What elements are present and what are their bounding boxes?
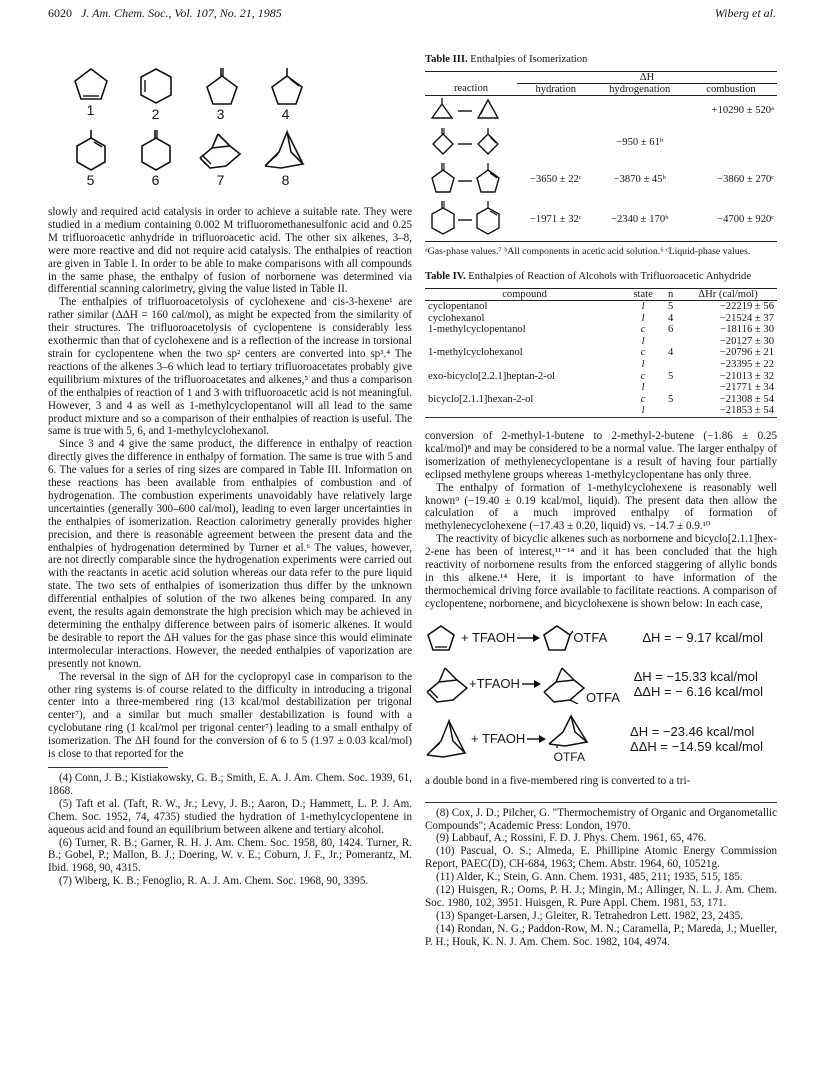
reaction-norbornene: +TFAOH OTFA ΔH = −15.33 kcal/mol ΔΔH = − 6.16 kcal/mol [425,661,777,707]
table-cell-n [662,382,679,394]
table-row [425,336,777,348]
table-cell-dh: −21308 ± 54 [719,393,774,405]
table-caption: Table III. Enthalpies of Isomerization [425,54,588,65]
table-row [425,394,777,406]
running-header-left [48,6,282,21]
table-row [425,301,777,313]
structure-7: 7 [191,128,251,190]
reaction-scheme [425,95,517,125]
structure-2: 2 [126,66,186,124]
group-header: ΔH [517,71,777,83]
table-cell-state: c [640,347,646,359]
table-cell-compound: 1-methylcyclohexanol [428,347,523,359]
running-header-authors: Wiberg et al. [714,6,776,20]
footnote: (11) Alder, K.; Stein, G. Ann. Chem. 1931, 485, 211; 1935, 515, 185. [436,871,743,884]
table-cell-state: c [640,324,646,336]
table-cell-n [662,405,679,417]
column-header: compound [502,288,547,300]
table-cell-compound [425,336,624,348]
body-paragraph: The reversal in the sign of ΔH for the cyclopropyl case in comparison to the other ring systems is of course related to the difficulty in introducing a trigonal center into a three-membered ring (13 kcal/mol destabilization per trigonal center⁷), and a similar but much smaller destabilization is found with a cyclobutane ring (1 kcal/mol per trigonal center⁷) leading to a small enthalpy of isomerization. The ΔH found for the conversion of 6 to 5 (1.97 ± 0.03 kcal/mol) is close to that reported for the [48,670,412,761]
table-cell-dh: −21013 ± 32 [719,370,774,382]
body-paragraph: The enthalpy of formation of 1-methylcyclohexene is reasonably well known⁹ (−19.40 ± 0.19 kcal/mol, liquid). The present data then allow the calculation of a much improved enthalpy of formation of methylenecyclohexene (−17.43 ± 0.20, liquid) vs. −14.7 ± 0.9.¹⁰ [425,481,777,533]
right-column [425,54,777,949]
table-cell-state: l [641,335,645,347]
table-cell-n: 4 [667,312,674,324]
structure-figure [48,66,412,206]
body-paragraph: conversion of 2-methyl-1-butene to 2-methyl-2-butene (−1.86 ± 0.25 kcal/mol)⁸ and may be considered to be a normal value. The larger enthalpy of isomerization of methylenecyclopentane is a result of having four partially eclipsed methylene groups whereas 1-methylcyclopentane has only three. [425,430,777,481]
structure-1: 1 [61,66,121,124]
enthalpy-value: ΔH = −23.46 kcal/mol [630,723,755,739]
table-cell-n: 5 [667,393,674,405]
table-cell-state: l [641,301,645,313]
table-iv-grid [425,288,777,418]
table-cell-compound: bicyclo[2.1.1]hexan-2-ol [428,393,534,405]
table-caption: Table IV. Enthalpies of Reaction of Alcohols with Trifluoroacetic Anhydride [425,271,752,282]
table-iii-grid [425,71,777,242]
table-cell-state: c [640,370,646,382]
reaction-bicyclohexene: + TFAOH OTFA ΔH = −23.46 kcal/mol ΔΔH = −14.59 kcal/mol [425,713,777,765]
column-header: ΔHr (cal/mol) [698,288,758,300]
table-cell-dh: −18116 ± 30 [720,324,774,336]
structure-8: 8 [256,128,316,190]
table-cell-dh: −23395 ± 22 [719,359,774,371]
reaction-cyclopentene: + TFAOH OTFA ΔH = − 9.17 kcal/mol [425,621,777,655]
table-cell-dh: −21771 ± 34 [719,382,774,394]
column-header: n [667,288,674,300]
table-footnotes: ᵃGas-phase values.⁷ ᵇAll components in acetic acid solution.⁶ ᶜLiquid-phase values. [425,245,751,257]
reaction-scheme-figure [425,621,777,765]
footnote-divider [48,767,168,768]
table-row [425,324,777,336]
table-cell-compound [425,405,624,417]
column-header: combustion [706,83,756,95]
footnote: (10) Pascual, O. S.; Almeda, E. Phillipine Atomic Energy Commission Report, PAEC(D), CH-684, 1963; Chem. Abstr. 1964, 60, 10521g. [425,845,777,871]
table-row [425,313,777,325]
table-cell-compound: cyclopentanol [428,301,488,313]
structure-6: 6 [126,128,186,190]
table-row [425,359,777,371]
enthalpy-difference: ΔΔH = −14.59 kcal/mol [630,738,763,754]
column-header: state [633,288,653,300]
left-column [48,54,412,888]
table-cell-dh: −20796 ± 21 [719,347,774,359]
journal-citation: J. Am. Chem. Soc., Vol. 107, No. 21, 1985 [81,6,282,20]
column-header: hydrogenation [609,83,671,95]
footnote: (4) Conn, J. B.; Kistiakowsky, G. B.; Smith, E. A. J. Am. Chem. Soc. 1939, 61, 1868. [48,771,412,797]
footnotes-right [425,807,777,949]
footnote: (12) Huisgen, R.; Ooms, P. H. J.; Mingin, M.; Allinger, N. L. J. Am. Chem. Soc. 1980, 102, 3951. Huisgen, R. Pure Appl. Chem. 1981, 53, 171. [425,884,777,909]
table-cell-state: l [641,359,645,371]
column-header: reaction [453,83,489,95]
reaction-scheme [425,125,517,159]
body-paragraph: The reactivity of bicyclic alkenes such as norbornene and bicyclo[2.1.1]hex-2-ene has been of interest,¹¹⁻¹⁴ and it has been concluded that the high reactivity of norbornene results from the enforced staggering of allylic bonds in this alkene.¹⁴ Here, it is important to have information of the thermochemical driving force available to facilitate reactions. A comparison of cyclopentene, norbornene, and bicyclohexene is shown below: In each case, [425,533,777,610]
table-cell-state: l [641,405,645,417]
table-bottom-rule [425,417,777,418]
table-cell-compound: 1-methylcyclopentanol [428,324,526,336]
footnote: (9) Labbauf, A.; Rossini, F. D. J. Phys. Chem. 1961, 65, 476. [436,832,707,845]
table-cell-compound: cyclohexanol [428,312,485,324]
enthalpy-value: ΔH = −15.33 kcal/mol [633,668,758,684]
table-cell-dh: −22219 ± 56 [719,301,774,313]
table-cell-state: l [641,382,645,394]
table-cell-n: 5 [667,370,674,382]
page-number: 6020 [48,6,72,20]
table-cell-state: c [640,393,646,405]
table-row [425,371,777,383]
footnote: (14) Rondan, N. G.; Paddon-Row, M. N.; Caramella, P.; Mareda, J.; Mueller, P. H.; Houk, K. N. J. Am. Chem. Soc. 1982, 104, 4974. [425,922,777,948]
enthalpy-difference: ΔΔH = − 6.16 kcal/mol [633,683,763,699]
table-row: −950 ± 61ᵇ [425,125,777,159]
structure-4: 4 [256,66,316,124]
footnote: (8) Cox, J. D.; Pilcher, G. "Thermochemistry of Organic and Organometallic Compounds"; Academic Press: London, 1970. [425,806,777,832]
footnote: (5) Taft et al. (Taft, R. W., Jr.; Levy, J. B.; Aaron, D.; Hammett, L. P. J. Am. Chem. Soc. 1952, 74, 4735) studied the hydration of 1-methylcyclopentene in aqueous acid and found an equilibrium between alkene and tertiary alcohol. [48,797,412,836]
table-cell-state: l [641,312,645,324]
body-paragraph: a double bond in a five-membered ring is converted to a tri- [425,774,691,787]
table-row [425,347,777,359]
body-paragraph: slowly and required acid catalysis in order to achieve a suitable rate. They were studied in a medium containing 0.002 M trifluoromethanesulfonic acid and 0.25 M trifluoroacetic anhydride in trifluoroacetic acid. The other six alkenes, 3–8, were more reactive and did not require acid catalysis. The enthalpies of reaction are given in Table I. In order to be able to make comparisons with all compounds in the same phase, the enthalpy of fusion of norbornene was determined via differential scanning calorimetry, giving the value listed in Table II. [48,206,412,296]
table-cell-n: 6 [667,324,674,336]
table-cell-n: 5 [667,301,674,313]
structure-3: 3 [191,66,251,124]
table-cell-compound [425,359,624,371]
footnote-divider [425,802,777,803]
reaction-scheme [425,159,517,199]
table-iii [425,54,777,257]
table-cell-dh: −21853 ± 54 [719,405,774,417]
table-row [425,405,777,417]
table-row: −1971 ± 32ᶜ −2340 ± 170ᵇ −4700 ± 920ᶜ [425,199,777,241]
table-cell-n [662,359,679,371]
table-cell-dh: −20127 ± 30 [719,335,774,347]
footnote: (13) Spanget-Larsen, J.; Gleiter, R. Tetrahedron Lett. 1982, 23, 2435. [436,909,743,922]
table-cell-compound [425,382,624,394]
footnotes-left [48,772,412,888]
table-cell-compound: exo-bicyclo[2.2.1]heptan-2-ol [428,370,556,382]
table-cell-n [662,336,679,348]
table-iv [425,271,777,418]
footnote: (7) Wiberg, K. B.; Fenoglio, R. A. J. Am. Chem. Soc. 1968, 90, 3395. [59,875,369,888]
table-cell-n: 4 [667,347,674,359]
structure-5: 5 [61,128,121,190]
enthalpy-value: ΔH = − 9.17 kcal/mol [642,630,763,646]
footnote: (6) Turner, R. B.; Garner, R. H. J. Am. Chem. Soc. 1958, 80, 1424. Turner, R. B.; Gobel, P.; Mallon, B. J.; Doering, W. v. E.; Coburn, J. F., Jr.; Pomerantz, M. Ibid. 1968, 90, 4315. [48,836,412,875]
table-cell-dh: −21524 ± 37 [719,312,774,324]
reaction-scheme [425,199,517,241]
table-row: +10290 ± 520ᵃ [425,95,777,125]
table-row: −3650 ± 22ᶜ −3870 ± 45ᵇ −3860 ± 270ᶜ [425,159,777,199]
body-paragraph: The enthalpies of trifluoroacetolysis of cyclohexene and cis-3-hexene¹ are rather similar (ΔΔH = 160 cal/mol), as might be expected from the similarity of their structures. The trifluoroacetolysis of cyclopentene is considerably less exothermic than that of cyclohexene and is a reflection of the increase in torsional strain for cyclopentene when the two sp² centers are converted into sp³.⁴ The reactions of the alkenes 3–6 which lead to tertiary trifluoroacetates probably give equilibrium mixtures of the trifluoroacetates and alkenes,⁵ and thus a comparison of the enthalpies of reaction of 1 and 3 with trifluoroacetic acid is not meaningful. However, 3 and 4 as well as 1-methylcyclopentanol will all lead to the same product mixture and so a comparison of their enthalpies of reaction is useful. The same is true with 5, 6, and 1-methylcyclohexanol. [48,296,412,438]
body-paragraph: Since 3 and 4 give the same product, the difference in enthalpy of reaction directly gives the difference in enthalpy of formation. The same is true with 5 and 6. The values for a series of ring sizes are compared in Table III. Information on these reactions has been available from enthalpies of combustion and of hydrogenation. The combustion experiments unavoidably have relatively large uncertainties (generally 300–600 cal/mol), leading to even larger uncertainties in the enthalpies of isomerization. Reaction calorimetry generally provides higher precision, and there is reasonable agreement between the present data and the enthalpies of hydrogenation determined by Turner et al.⁶ The values, however, are not directly comparable since the hydrogenation experiments were carried out with the reactants in acetic acid solution whereas our data refer to the pure liquid state. The two sets of enthalpies of isomerization thus differ by the unknown differential enthalpies of solution of the two alkenes being compared. In any event, the results again demonstrate the high precision which may be achieved in determining the enthalpy difference between pairs of isomeric alkenes. It would be desirable to report the ΔH values for the gas phase since this would eliminate intermolecular interactions. However, the needed enthalpies of vaporization are presently not known. [48,438,412,670]
column-header: hydration [535,83,577,95]
table-row [425,382,777,394]
